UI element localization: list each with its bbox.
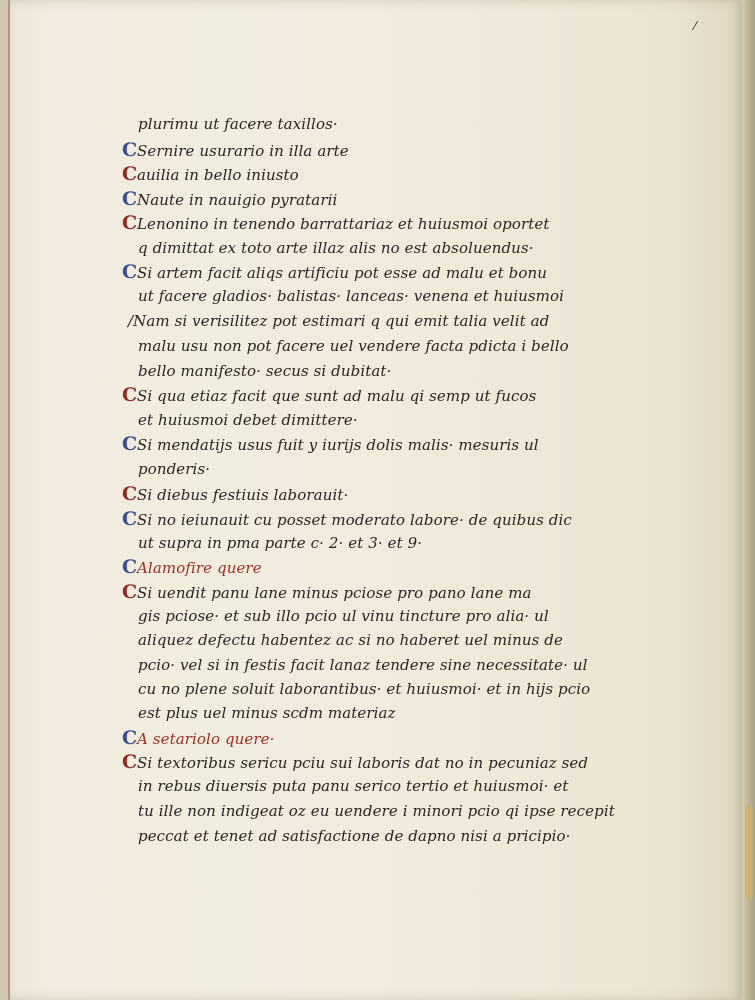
manuscript-line <box>128 311 549 331</box>
manuscript-line <box>138 801 615 821</box>
decorated-initial: C <box>122 433 138 455</box>
manuscript-page <box>8 0 744 1000</box>
line-text: Si qua etiaz facit que sunt ad malu qi semp ut fucos <box>137 387 537 405</box>
manuscript-line <box>138 606 549 626</box>
manuscript-line <box>122 213 550 234</box>
line-text: Si uendit panu lane minus pciose pro pano lane ma <box>137 584 532 602</box>
decorated-initial: C <box>122 212 138 234</box>
decorated-initial: C <box>122 751 138 773</box>
manuscript-line <box>138 286 564 306</box>
decorated-initial: C <box>122 261 138 283</box>
line-text: Si textoribus sericu pciu sui laboris dat no in pecuniaz sed <box>137 754 589 772</box>
manuscript-line <box>122 582 532 603</box>
manuscript-line <box>122 164 299 185</box>
manuscript-line <box>138 655 588 675</box>
line-text: Si artem facit aliqs artificiu pot esse ad malu et bonu <box>137 264 548 282</box>
manuscript-line <box>138 410 358 430</box>
decorated-initial: C <box>122 188 138 210</box>
manuscript-line <box>138 679 590 699</box>
line-text: ponderis· <box>138 460 211 478</box>
line-text: aliquez defectu habentez ac si no haberet uel minus de <box>138 631 563 649</box>
manuscript-line <box>138 361 391 381</box>
line-text: q dimittat ex toto arte illaz alis no est absoluendus· <box>138 239 534 257</box>
line-text: peccat et tenet ad satisfactione de dapno nisi a pricipio· <box>138 827 571 845</box>
decorated-initial: C <box>122 508 138 530</box>
line-text: plurimu ut facere taxillos· <box>138 115 338 133</box>
line-text: tu ille non indigeat oz eu uendere i minori pcio qi ipse recepit <box>138 802 615 820</box>
manuscript-line <box>122 557 262 578</box>
line-text: gis pciose· et sub illo pcio ul vinu tincture pro alia· ul <box>138 607 549 625</box>
decorated-initial: C <box>122 581 138 603</box>
line-text: malu usu non pot facere uel vendere facta pdicta i bello <box>138 337 569 355</box>
line-text: pcio· vel si in festis facit lanaz tendere sine necessitate· ul <box>138 656 588 674</box>
manuscript-line <box>138 238 534 258</box>
manuscript-line <box>138 630 563 650</box>
manuscript-line <box>138 826 571 846</box>
edge-stain <box>745 805 753 900</box>
line-text: cu no plene soluit laborantibus· et huiusmoi· et in hijs pcio <box>138 680 591 698</box>
manuscript-line <box>122 189 337 210</box>
line-text: Si diebus festiuis laborauit· <box>137 486 349 504</box>
manuscript-line <box>138 114 338 134</box>
decorated-initial: C <box>122 384 138 406</box>
line-text: bello manifesto· secus si dubitat· <box>138 362 392 380</box>
manuscript-line <box>138 533 422 553</box>
decorated-initial: C <box>122 139 138 161</box>
manuscript-line <box>122 728 275 749</box>
decorated-initial: C <box>122 727 138 749</box>
manuscript-line <box>122 140 349 161</box>
line-text: ut supra in pma parte c· 2· et 3· et 9· <box>138 534 423 552</box>
manuscript-line <box>122 484 348 505</box>
manuscript-line <box>138 336 569 356</box>
manuscript-line <box>122 434 539 455</box>
decorated-initial: C <box>122 483 138 505</box>
manuscript-line <box>122 509 572 530</box>
manuscript-line <box>138 459 210 479</box>
line-text: in rebus diuersis puta panu serico tertio et huiusmoi· et <box>138 777 569 795</box>
decorated-initial: C <box>122 163 138 185</box>
corner-mark: ⁄ <box>694 19 697 33</box>
line-text: et huiusmoi debet dimittere· <box>138 411 358 429</box>
line-text: Naute in nauigio pyratarii <box>137 191 338 209</box>
page-edge <box>742 0 755 1000</box>
line-text: A setariolo quere· <box>137 730 275 748</box>
manuscript-line <box>138 703 396 723</box>
manuscript-line <box>122 262 547 283</box>
line-text: auilia in bello iniusto <box>137 166 299 184</box>
line-text: Alamofire quere <box>137 559 262 577</box>
decorated-initial: C <box>122 556 138 578</box>
line-text: ut facere gladios· balistas· lanceas· venena et huiusmoi <box>138 287 565 305</box>
line-text: Sernire usurario in illa arte <box>137 142 349 160</box>
manuscript-line <box>138 776 569 796</box>
line-text: est plus uel minus scdm materiaz <box>138 704 396 722</box>
line-text: Lenonino in tenendo barrattariaz et huiusmoi oportet <box>137 215 550 233</box>
line-text: /Nam si verisilitez pot estimari q qui emit talia velit ad <box>128 312 550 330</box>
line-text: Si mendatijs usus fuit y iurijs dolis malis· mesuris ul <box>137 436 539 454</box>
line-text: Si no ieiunauit cu posset moderato labore· de quibus dic <box>137 511 572 529</box>
manuscript-line <box>122 385 536 406</box>
manuscript-line <box>122 752 588 773</box>
